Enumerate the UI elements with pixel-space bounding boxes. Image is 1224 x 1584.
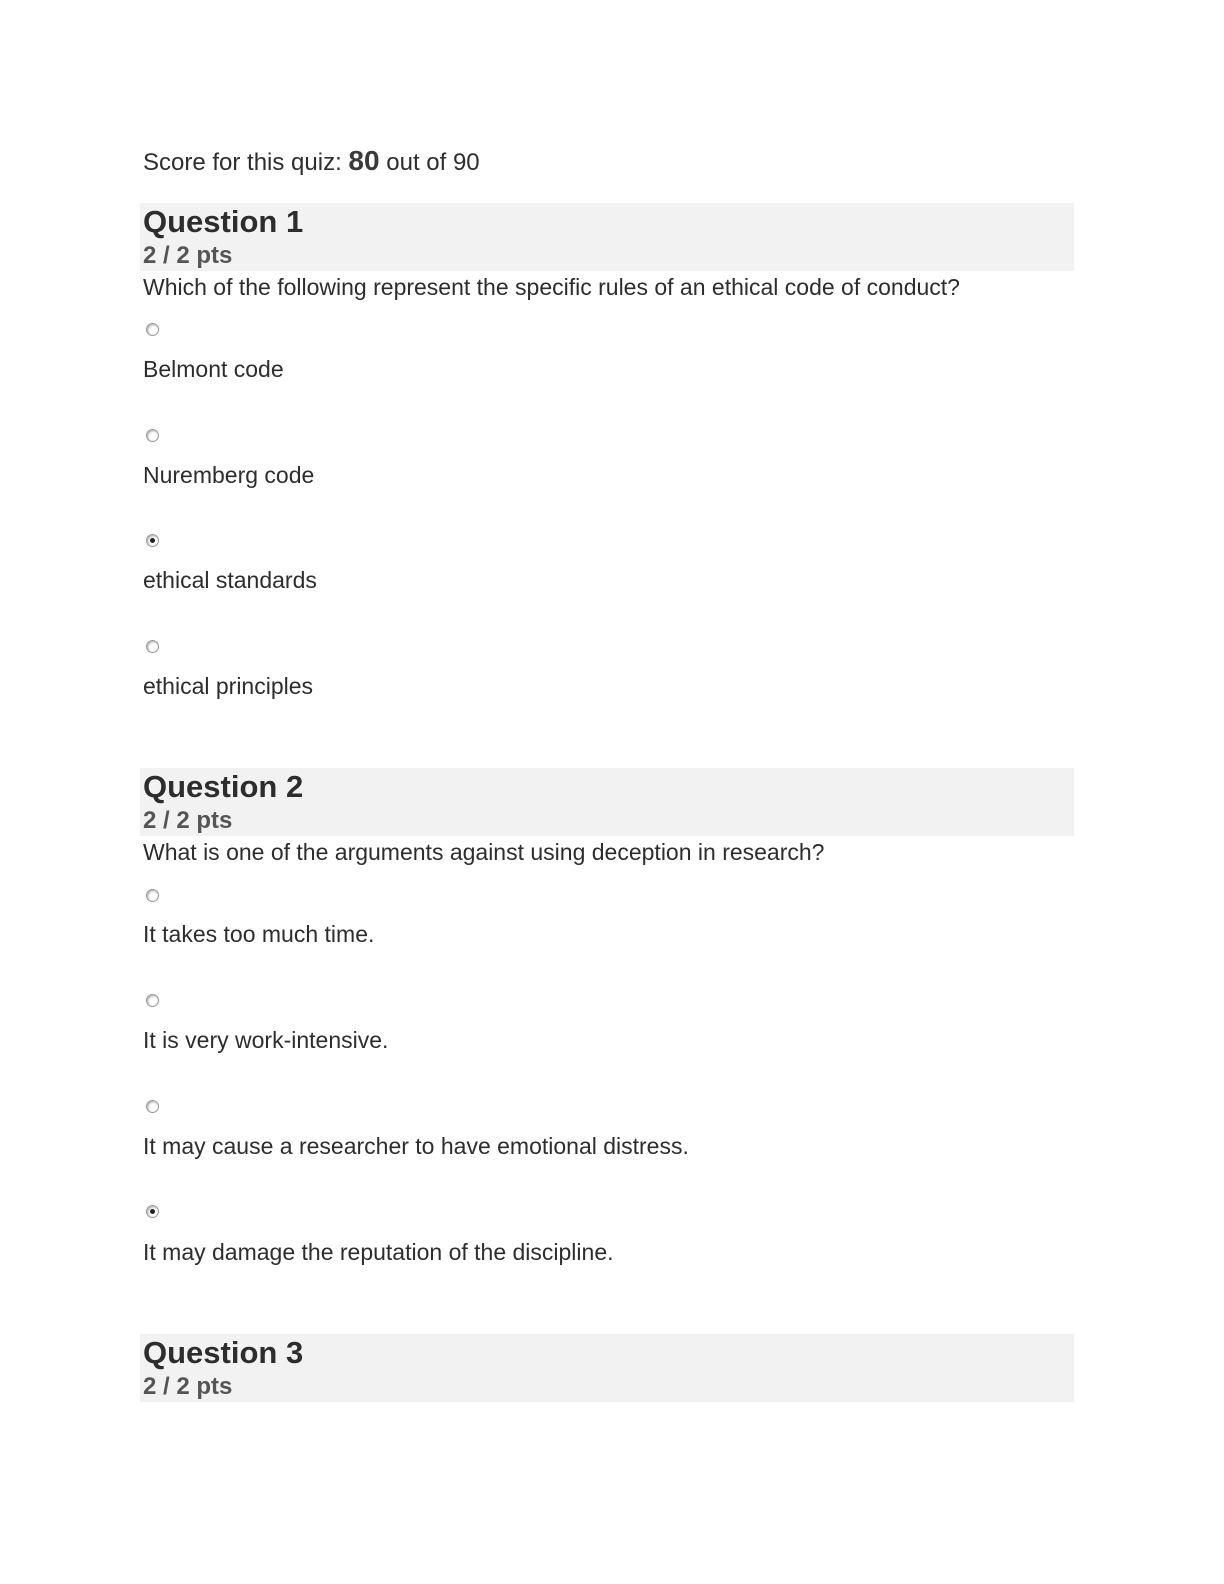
- question-1-option-3-radio[interactable]: [146, 534, 159, 547]
- question-2-text: What is one of the arguments against using deception in research?: [143, 839, 825, 865]
- question-2-option-4-label[interactable]: It may damage the reputation of the discipline.: [143, 1239, 614, 1265]
- question-1-points: 2 / 2 pts: [143, 242, 233, 269]
- question-1-option-2-radio[interactable]: [146, 429, 159, 442]
- quiz-score: [143, 143, 480, 181]
- question-3-header: [140, 1334, 1074, 1402]
- question-2-option-2-label[interactable]: It is very work-intensive.: [143, 1027, 389, 1053]
- question-1-option-1-radio[interactable]: [146, 323, 159, 336]
- question-2-option-3-label[interactable]: It may cause a researcher to have emotional distress.: [143, 1133, 689, 1159]
- score-prefix: Score for this quiz:: [143, 149, 349, 176]
- question-2-points: 2 / 2 pts: [143, 807, 233, 834]
- question-1-header: [140, 203, 1074, 271]
- question-2-option-2-radio[interactable]: [146, 994, 159, 1007]
- question-2-option-1-radio[interactable]: [146, 889, 159, 902]
- question-1-title: Question 1: [143, 204, 304, 239]
- question-1-option-2-label[interactable]: Nuremberg code: [143, 462, 315, 488]
- question-2-option-4-radio[interactable]: [146, 1205, 159, 1218]
- question-1-option-4-radio[interactable]: [146, 640, 159, 653]
- score-value: 80: [348, 145, 380, 176]
- question-3-points: 2 / 2 pts: [143, 1373, 233, 1400]
- question-1-option-1-label[interactable]: Belmont code: [143, 356, 284, 382]
- score-suffix: out of 90: [379, 149, 480, 176]
- question-1-text: Which of the following represent the specific rules of an ethical code of conduct?: [143, 274, 960, 300]
- question-2-option-1-label[interactable]: It takes too much time.: [143, 921, 375, 947]
- question-1-option-3-label[interactable]: ethical standards: [143, 567, 317, 593]
- question-1-option-4-label[interactable]: ethical principles: [143, 673, 314, 699]
- question-2-header: [140, 768, 1074, 836]
- question-2-option-3-radio[interactable]: [146, 1100, 159, 1113]
- question-2-title: Question 2: [143, 769, 304, 804]
- question-3-title: Question 3: [143, 1335, 304, 1370]
